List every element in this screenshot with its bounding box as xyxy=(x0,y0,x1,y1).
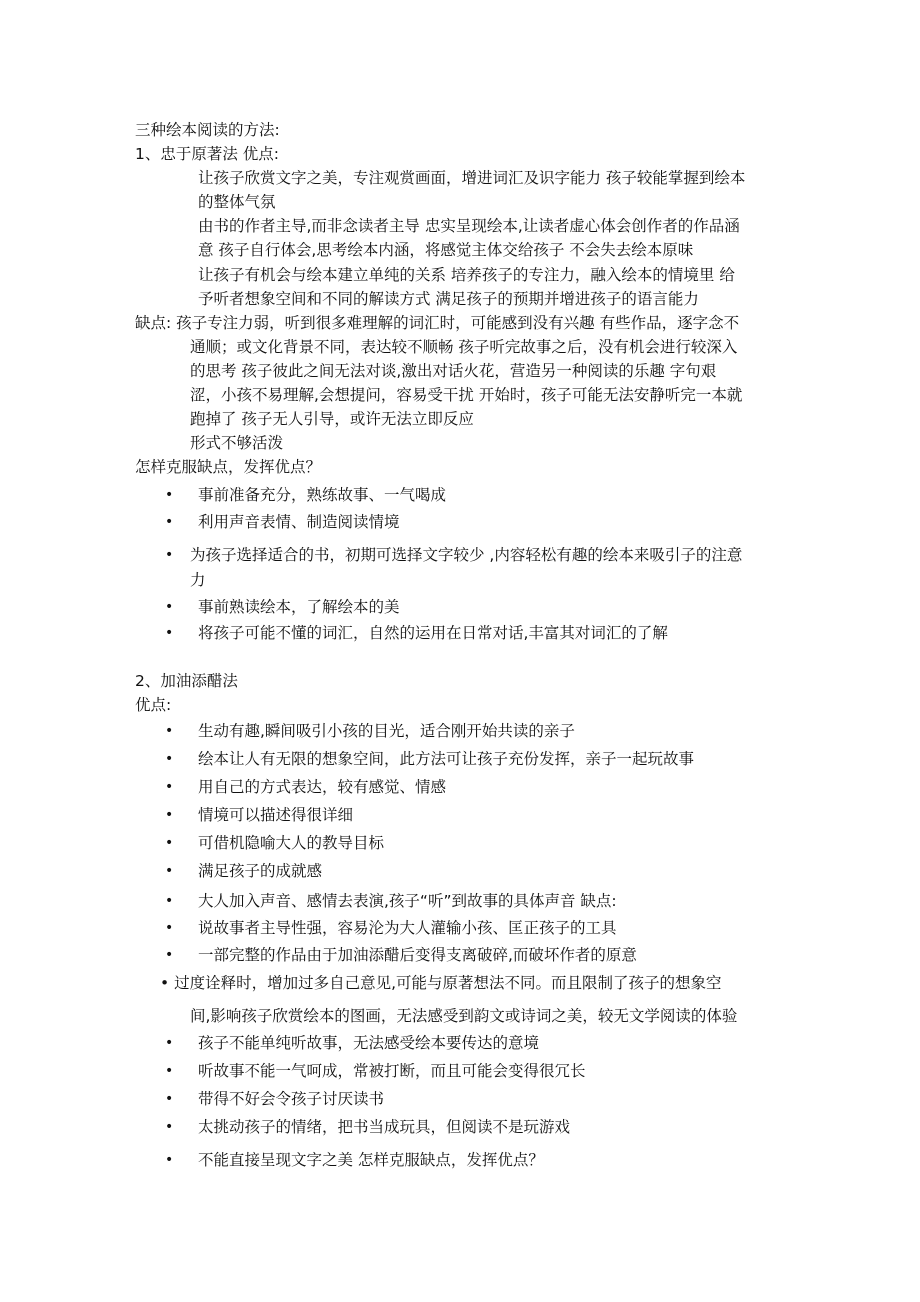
list-item: 说故事者主导性强，容易沦为大人灌输小孩、匡正孩子的工具 xyxy=(198,919,617,937)
list-item: 太挑动孩子的情绪，把书当成玩具，但阅读不是玩游戏 xyxy=(198,1118,571,1136)
list-item: 孩子不能单纯听故事，无法感受绘本要传达的意境 xyxy=(198,1034,540,1052)
list-item: 绘本让人有无限的想象空间，此方法可让孩子充份发挥，亲子一起玩故事 xyxy=(198,750,695,768)
list-item: 可借机隐喻大人的教导目标 xyxy=(198,834,385,852)
list-item: 大人加入声音、感情去表演,孩子“听”到故事的具体声音 缺点: xyxy=(198,892,617,910)
list-item: 不能直接呈现文字之美 怎样克服缺点，发挥优点？ xyxy=(198,1151,544,1169)
bullet-icon: • xyxy=(165,1152,174,1168)
advantage-line: 让孩子有机会与绘本建立单纯的关系 培养孩子的专注力，融入绘本的情境里 给 xyxy=(198,266,735,284)
advantage-line: 意 孩子自行体会,思考绘本内涵，将感觉主体交给孩子 不会失去绘本原味 xyxy=(198,241,694,259)
bullet-icon: • xyxy=(165,487,174,503)
advantage-line: 的整体气氛 xyxy=(198,193,276,211)
bullet-icon: • xyxy=(165,835,174,851)
list-item: 带得不好会令孩子讨厌读书 xyxy=(198,1090,385,1108)
advantage-line: 让孩子欣赏文字之美，专注观赏画面，增进词汇及识字能力 孩子较能掌握到绘本 xyxy=(198,169,746,187)
section1-heading: 1、忠于原著法 优点: xyxy=(135,145,280,163)
bullet-icon: • xyxy=(165,863,174,879)
list-item: 事前熟读绘本，了解绘本的美 xyxy=(198,598,400,616)
bullet-icon: • xyxy=(165,1063,174,1079)
bullet-icon: • xyxy=(165,807,174,823)
list-item: 用自己的方式表达，较有感觉、情感 xyxy=(198,778,447,796)
list-item-continuation: 间,影响孩子欣赏绘本的图画，无法感受到韵文或诗词之美，较无文学阅读的体验 xyxy=(190,1007,738,1025)
list-item: 事前准备充分，熟练故事、一气喝成 xyxy=(198,486,447,504)
list-item: 将孩子可能不懂的词汇，自然的运用在日常对话,丰富其对词汇的了解 xyxy=(198,624,668,642)
bullet-icon: • xyxy=(165,723,174,739)
list-item: • 过度诠释时，增加过多自己意见,可能与原著想法不同。而且限制了孩子的想象空 xyxy=(160,974,722,992)
list-item: 听故事不能一气呵成，常被打断，而且可能会变得很冗长 xyxy=(198,1062,586,1080)
bullet-icon: • xyxy=(165,1091,174,1107)
bullet-icon: • xyxy=(165,599,174,615)
disadvantage-line: 形式不够活泼 xyxy=(190,434,284,452)
advantage-line: 予听者想象空间和不同的解读方式 满足孩子的预期并增进孩子的语言能力 xyxy=(198,290,699,308)
disadvantage-line: 的思考 孩子彼此之间无法对谈,激出对话火花，营造另一种阅读的乐趣 字句艰 xyxy=(190,362,717,380)
document-title: 三种绘本阅读的方法: xyxy=(135,121,280,139)
list-item: 生动有趣,瞬间吸引小孩的目光，适合刚开始共读的亲子 xyxy=(198,722,575,740)
bullet-icon: • xyxy=(165,947,174,963)
advantage-line: 由书的作者主导,而非念读者主导 忠实呈现绘本,让读者虚心体会创作者的作品涵 xyxy=(198,217,740,235)
bullet-icon: • xyxy=(165,1035,174,1051)
bullet-icon: • xyxy=(165,893,174,909)
list-item: 一部完整的作品由于加油添醋后变得支离破碎,而破坏作者的原意 xyxy=(198,946,637,964)
bullet-icon: • xyxy=(165,547,174,563)
list-item: 为孩子选择适合的书，初期可选择文字较少 ,内容轻松有趣的绘本来吸引子的注意 xyxy=(190,546,743,564)
bullet-icon: • xyxy=(165,514,174,530)
overcome-heading: 怎样克服缺点，发挥优点？ xyxy=(135,458,322,476)
bullet-icon: • xyxy=(165,779,174,795)
bullet-icon: • xyxy=(165,751,174,767)
list-item-continuation: 力 xyxy=(190,571,206,589)
section2-heading: 2、加油添醋法 xyxy=(135,672,238,690)
disadvantage-line: 涩，小孩不易理解,会想提问，容易受干扰 开始时，孩子可能无法安静听完一本就 xyxy=(190,386,743,404)
bullet-icon: • xyxy=(165,1119,174,1135)
bullet-icon: • xyxy=(165,920,174,936)
list-item: 满足孩子的成就感 xyxy=(198,862,323,880)
disadvantage-line: 缺点: 孩子专注力弱，听到很多难理解的词汇时，可能感到没有兴趣 有些作品，逐字念不 xyxy=(135,314,740,332)
list-item: 情境可以描述得很详细 xyxy=(198,806,354,824)
disadvantage-line: 跑掉了 孩子无人引导，或许无法立即反应 xyxy=(190,410,474,428)
disadvantage-line: 通顺；或文化背景不同，表达较不顺畅 孩子听完故事之后，没有机会进行较深入 xyxy=(190,338,738,356)
list-item: 利用声音表情、制造阅读情境 xyxy=(198,513,400,531)
bullet-icon: • xyxy=(165,625,174,641)
section2-advantages-label: 优点: xyxy=(135,696,172,714)
